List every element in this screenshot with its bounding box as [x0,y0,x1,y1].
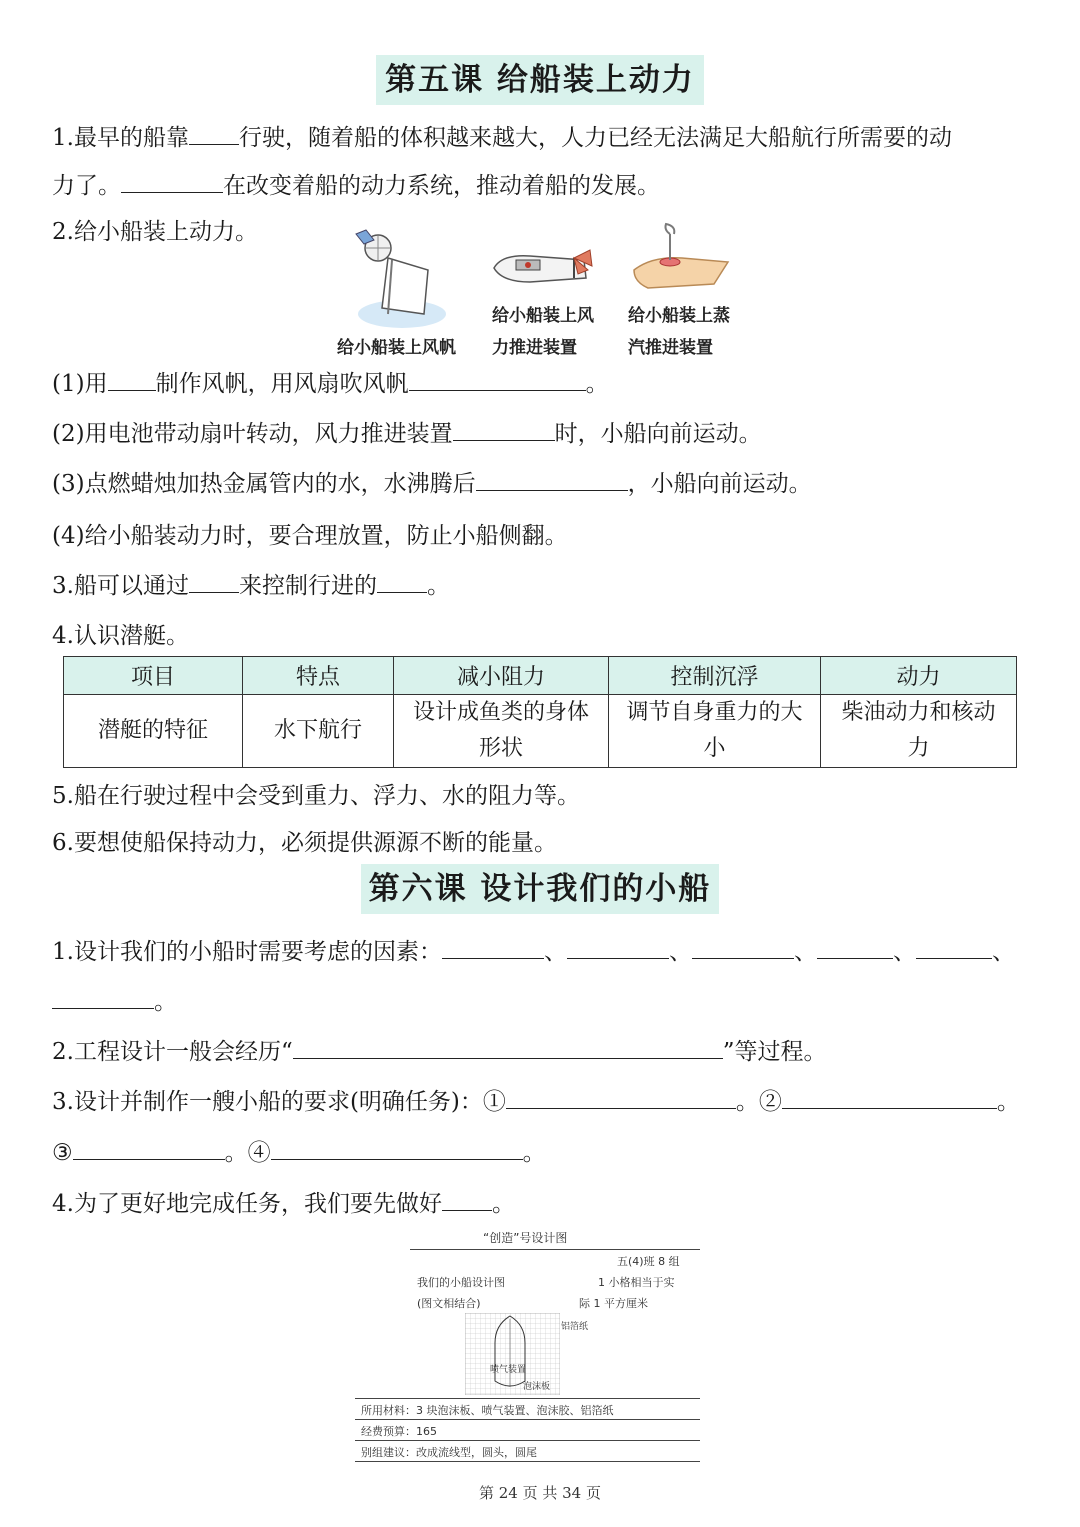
answer-blank[interactable] [692,936,794,959]
design-left-line1: 我们的小船设计图 [417,1276,505,1289]
figure2-caption-line1: 给小船装上风 [492,306,594,326]
l5-sub4: (4)给小船装动力时，要合理放置，防止小船侧翻。 [52,523,568,549]
design-divider [410,1249,700,1250]
table-cell: 柴油动力和核动力 [821,695,1017,768]
text: 4.为了更好地完成任务，我们要先做好 [52,1191,442,1217]
text: 、 [892,939,916,965]
text: 、 [668,939,692,965]
text: 、 [991,939,1015,965]
text: 来控制行进的 [238,573,377,599]
answer-blank[interactable] [121,170,223,193]
answer-blank[interactable] [442,1188,492,1211]
text: 。 [996,1089,1020,1115]
table-header: 项目 [64,657,243,695]
lesson6-title: 第六课 设计我们的小船 [361,864,719,914]
table-cell: 潜艇的特征 [64,695,243,768]
table-row [64,695,1017,768]
design-title: “创造”号设计图 [483,1231,568,1245]
l5-q2-label: 2.给小船装上动力。 [52,219,258,245]
answer-blank[interactable] [506,1086,736,1109]
l6-q1-line1 [52,936,1015,968]
design-divider [355,1398,700,1399]
design-left-line2: (图文相结合) [417,1297,481,1310]
text: 在改变着船的动力系统，推动着船的发展。 [223,173,660,199]
text: 2.工程设计一般会经历“ [52,1039,293,1065]
answer-blank[interactable] [52,986,154,1009]
l5-q3 [52,570,450,602]
answer-blank[interactable] [567,936,669,959]
design-divider [355,1419,700,1420]
text: 。 [491,1191,515,1217]
text: 时，小船向前运动。 [554,421,762,447]
l6-q3-line1 [52,1086,1020,1118]
table-header: 动力 [821,657,1017,695]
figure2-caption-line2: 力推进装置 [492,338,577,358]
text: 制作风帆，用风扇吹风帆 [155,371,409,397]
l6-q1-line2 [52,986,177,1018]
lesson5-title: 第五课 给船装上动力 [376,55,704,105]
answer-blank[interactable] [73,1137,225,1160]
table-header: 控制沉浮 [609,657,821,695]
table-header-row [64,657,1017,695]
text: 。 [585,371,609,397]
text: 、 [793,939,817,965]
text: 力了。 [52,173,121,199]
answer-blank[interactable] [189,122,239,145]
table-cell: 水下航行 [243,695,394,768]
figure3-caption-line1: 给小船装上蒸 [628,306,730,326]
design-right-line1: 1 小格相当于实 [598,1276,675,1289]
answer-blank[interactable] [453,418,555,441]
l5-q6: 6.要想使船保持动力，必须提供源源不断的能量。 [52,830,557,856]
answer-blank[interactable] [916,936,992,959]
l6-q4 [52,1188,515,1220]
l5-q5: 5.船在行驶过程中会受到重力、浮力、水的阻力等。 [52,783,580,809]
text: 1.最早的船靠 [52,125,189,151]
answer-blank[interactable] [293,1036,723,1059]
design-label-foam: 泡沫板 [523,1382,551,1392]
answer-blank[interactable] [108,368,156,391]
design-label-jet: 喷气装置 [490,1365,527,1375]
text: (2)用电池带动扇叶转动，风力推进装置 [52,421,453,447]
design-advice: 别组建议：改成流线型，圆头，圆尾 [361,1446,537,1459]
text: 。 [522,1140,546,1166]
text: 。② [735,1089,782,1115]
page-footer: 第 24 页 共 34 页 [478,1484,601,1502]
l6-q3-line2 [52,1137,546,1169]
design-budget: 经费预算：165 [361,1425,437,1438]
sail-boat-figure [352,222,452,332]
table-header: 特点 [243,657,394,695]
text: 行驶，随着船的体积越来越大，人力已经无法满足大船航行所需要的动 [238,125,952,151]
answer-blank[interactable] [782,1086,997,1109]
l5-sub3 [52,468,812,500]
l5-sub1 [52,368,609,400]
steam-propulsion-figure [628,222,732,294]
table-cell: 设计成鱼类的身体形状 [394,695,609,768]
l5-q1-line2 [52,170,660,202]
text: 1.设计我们的小船时需要考虑的因素： [52,939,442,965]
l6-q2 [52,1036,826,1068]
text: 。 [426,573,450,599]
boat-design-sheet [355,1225,705,1465]
text: 。 [154,989,177,1015]
answer-blank[interactable] [409,368,586,391]
l5-q1-line1 [52,122,952,154]
table-cell: 调节自身重力的大小 [609,695,821,768]
answer-blank[interactable] [271,1137,523,1160]
text: ③ [52,1140,73,1166]
text: 、 [543,939,567,965]
text: (3)点燃蜡烛加热金属管内的水，水沸腾后 [52,471,476,497]
text: ，小船向前运动。 [627,471,812,497]
design-label-foil: 铝箔纸 [561,1322,589,1332]
figure1-caption: 给小船装上风帆 [337,338,456,358]
figure3-caption-line2: 汽推进装置 [628,338,713,358]
design-materials: 所用材料：3 块泡沫板、喷气装置、泡沫胶、铝箔纸 [361,1404,614,1417]
submarine-table [63,656,1017,768]
l5-q4: 4.认识潜艇。 [52,623,189,649]
answer-blank[interactable] [817,936,893,959]
text: ”等过程。 [722,1039,827,1065]
answer-blank[interactable] [189,570,239,593]
l5-sub2 [52,418,762,450]
design-divider [355,1440,700,1441]
text: 3.船可以通过 [52,573,189,599]
answer-blank[interactable] [476,468,628,491]
table-header: 减小阻力 [394,657,609,695]
text: 3.设计并制作一艘小船的要求(明确任务)：① [52,1089,506,1115]
answer-blank[interactable] [377,570,427,593]
design-group: 五(4)班 8 组 [617,1255,680,1268]
text: 。④ [224,1140,271,1166]
wind-propulsion-figure [490,244,602,294]
answer-blank[interactable] [442,936,544,959]
design-divider [355,1461,700,1462]
design-right-line2: 际 1 平方厘米 [579,1297,648,1310]
text: (1)用 [52,371,108,397]
